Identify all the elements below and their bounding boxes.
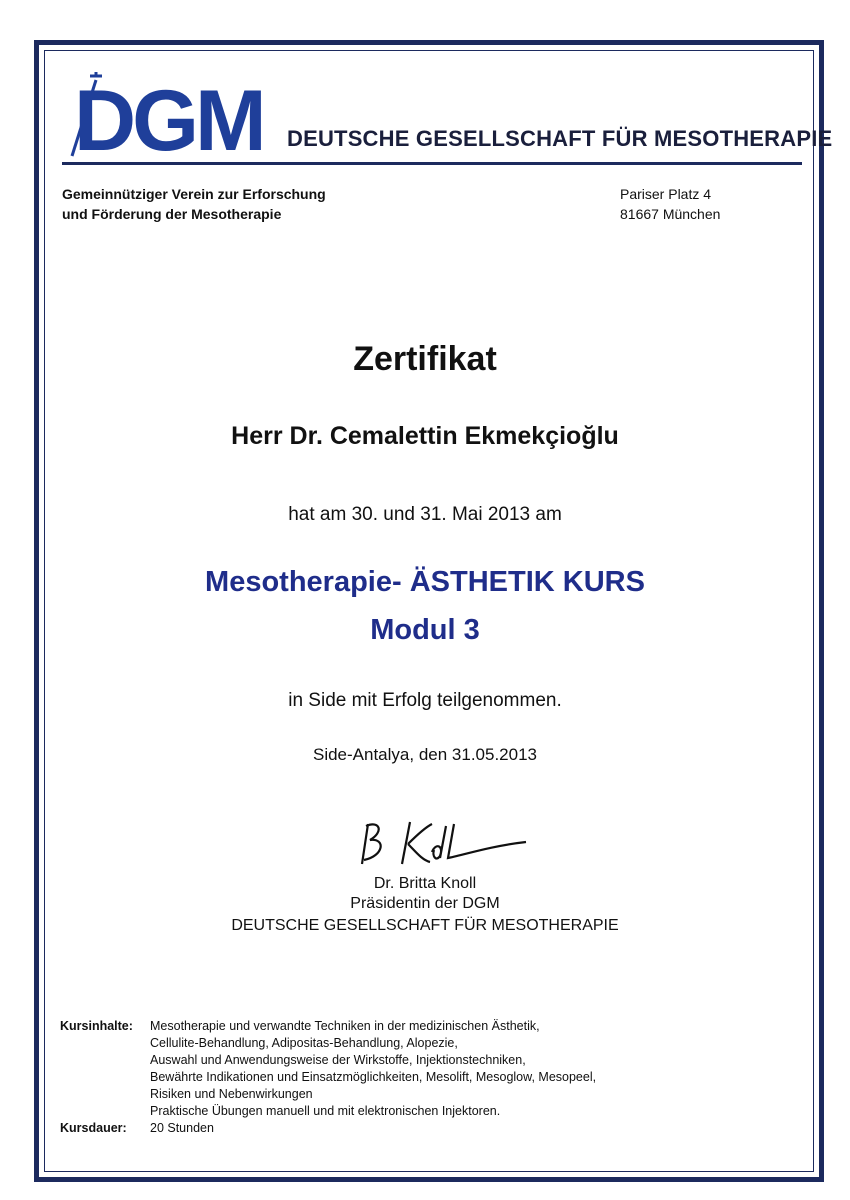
course-contents-item: Risiken und Nebenwirkungen xyxy=(150,1087,313,1101)
certificate-title: Zertifikat xyxy=(353,340,497,378)
course-dates: hat am 30. und 31. Mai 2013 am xyxy=(288,504,562,525)
place-and-date: Side-Antalya, den 31.05.2013 xyxy=(312,745,537,764)
svg-text:DGM: DGM xyxy=(74,73,263,160)
course-duration-row xyxy=(60,1120,780,1137)
course-contents-list xyxy=(150,1018,596,1120)
signatory-title: Präsidentin der DGM xyxy=(350,895,500,912)
address xyxy=(620,184,720,224)
address-street: Pariser Platz 4 xyxy=(620,186,712,202)
association-line-1: Gemeinnütziger Verein zur Erforschung xyxy=(62,186,326,202)
course-contents-item: Bewährte Indikationen und Einsatzmöglichkeiten, Mesolift, Mesoglow, Mesopeel, xyxy=(150,1070,597,1084)
participation-statement: in Side mit Erfolg teilgenommen. xyxy=(288,690,562,711)
society-name: DEUTSCHE GESELLSCHAFT FÜR MESOTHERAPIE xyxy=(287,126,833,151)
address-city: 81667 München xyxy=(620,206,721,222)
course-duration-value: 20 Stunden xyxy=(150,1121,214,1135)
header-divider xyxy=(62,162,802,165)
course-details xyxy=(60,1018,780,1137)
course-module: Modul 3 xyxy=(370,614,480,646)
course-name: Mesotherapie- ÄSTHETIK KURS xyxy=(205,566,645,598)
association-line-2: und Förderung der Mesotherapie xyxy=(62,206,282,222)
signatory-name: Dr. Britta Knoll xyxy=(373,875,477,892)
course-contents-row xyxy=(60,1018,780,1120)
signatory-organization: DEUTSCHE GESELLSCHAFT FÜR MESOTHERAPIE xyxy=(231,917,619,934)
course-contents-item: Mesotherapie und verwandte Techniken in der medizinischen Ästhetik, xyxy=(150,1019,540,1033)
association-description xyxy=(62,184,326,224)
course-duration-label: Kursdauer: xyxy=(60,1121,127,1135)
course-contents-item: Auswahl und Anwendungsweise der Wirkstoffe, Injektionstechniken, xyxy=(150,1053,526,1067)
signature xyxy=(340,812,540,872)
course-contents-label: Kursinhalte: xyxy=(60,1019,133,1033)
course-contents-item: Praktische Übungen manuell und mit elektronischen Injektoren. xyxy=(150,1104,501,1118)
dgm-logo xyxy=(60,70,280,160)
recipient-name: Herr Dr. Cemalettin Ekmekçioğlu xyxy=(231,422,619,450)
course-contents-item: Cellulite-Behandlung, Adipositas-Behandlung, Alopezie, xyxy=(150,1036,458,1050)
